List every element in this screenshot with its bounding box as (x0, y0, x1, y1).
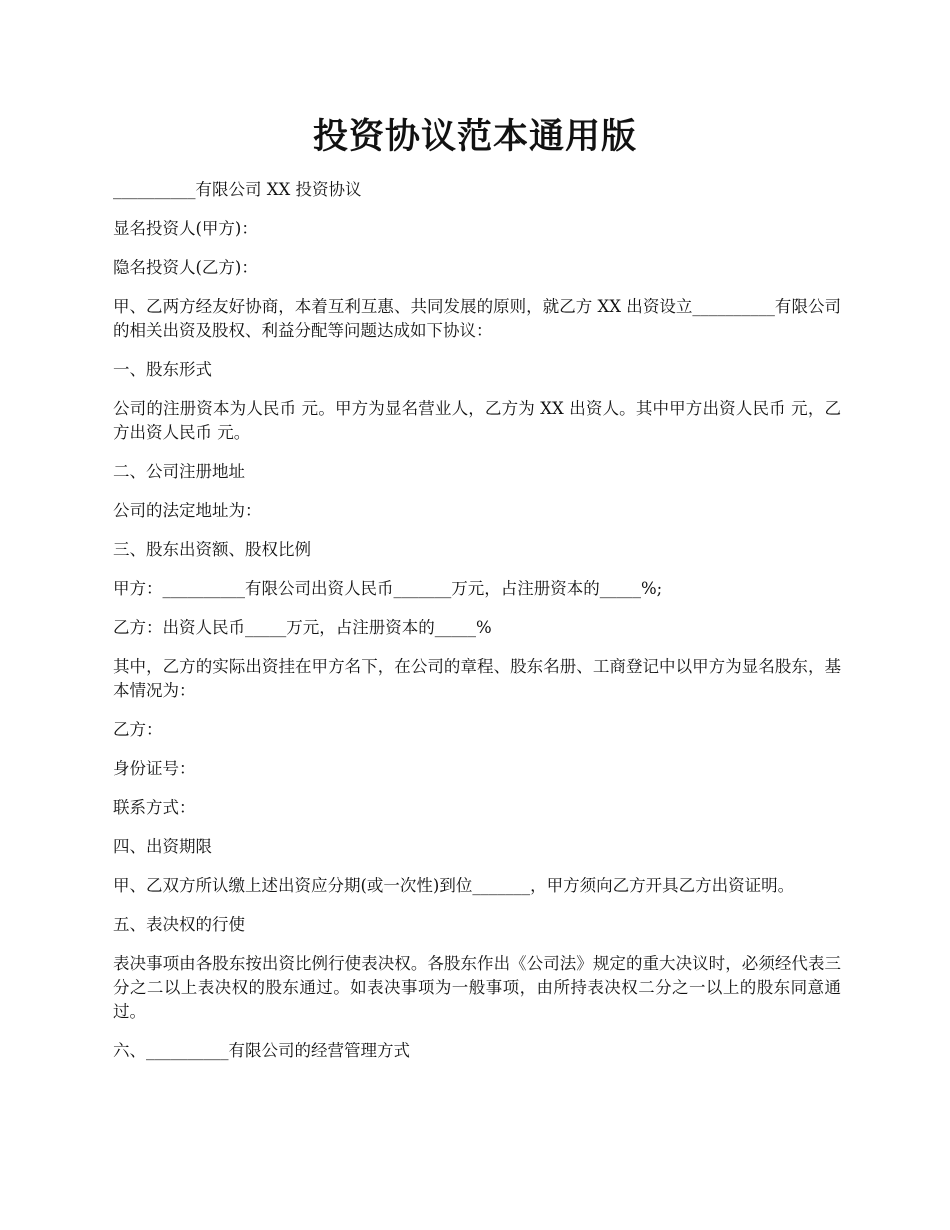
party-b-contribution: 乙方：出资人民币_____万元，占注册资本的_____% (113, 618, 492, 637)
section-heading-6: 六、__________有限公司的经营管理方式 (113, 1041, 410, 1060)
party-b-name-line: 乙方： (113, 720, 163, 739)
party-a-line: 显名投资人(甲方)： (113, 219, 258, 238)
document-body (113, 178, 841, 1078)
party-a-contribution: 甲方：__________有限公司出资人民币_______万元，占注册资本的_____%; (113, 579, 663, 598)
section-5-paragraph: 表决事项由各股东按出资比例行使表决权。各股东作出《公司法》规定的重大决议时，必须经代表三分之二以上表决权的股东通过。如表决事项为一般事项，由所持表决权二分之一以上的股东同意通过。 (113, 954, 841, 1021)
preamble-paragraph: 甲、乙两方经友好协商，本着互利互惠、共同发展的原则，就乙方 XX 出资设立__________有限公司的相关出资及股权、利益分配等问题达成如下协议： (113, 297, 841, 340)
party-b-line: 隐名投资人(乙方)： (113, 258, 258, 277)
section-2-paragraph: 公司的法定地址为： (113, 501, 262, 520)
agreement-heading: __________有限公司 XX 投资协议 (113, 180, 362, 199)
section-4-paragraph: 甲、乙双方所认缴上述出资应分期(或一次性)到位_______，甲方须向乙方开具乙方出资证明。 (113, 876, 795, 895)
section-3-paragraph: 其中，乙方的实际出资挂在甲方名下，在公司的章程、股东名册、工商登记中以甲方为显名股东，基本情况为： (113, 657, 841, 700)
section-heading-5: 五、表决权的行使 (113, 915, 245, 934)
section-heading-1: 一、股东形式 (113, 360, 212, 379)
contact-line: 联系方式： (113, 798, 196, 817)
section-heading-2: 二、公司注册地址 (113, 462, 245, 481)
document-title: 投资协议范本通用版 (312, 116, 637, 157)
section-heading-4: 四、出资期限 (113, 837, 212, 856)
section-heading-3: 三、股东出资额、股权比例 (113, 540, 311, 559)
section-1-paragraph: 公司的注册资本为人民币 元。甲方为显名营业人，乙方为 XX 出资人。其中甲方出资人民币 元，乙方出资人民币 元。 (113, 399, 841, 442)
id-number-line: 身份证号： (113, 759, 196, 778)
